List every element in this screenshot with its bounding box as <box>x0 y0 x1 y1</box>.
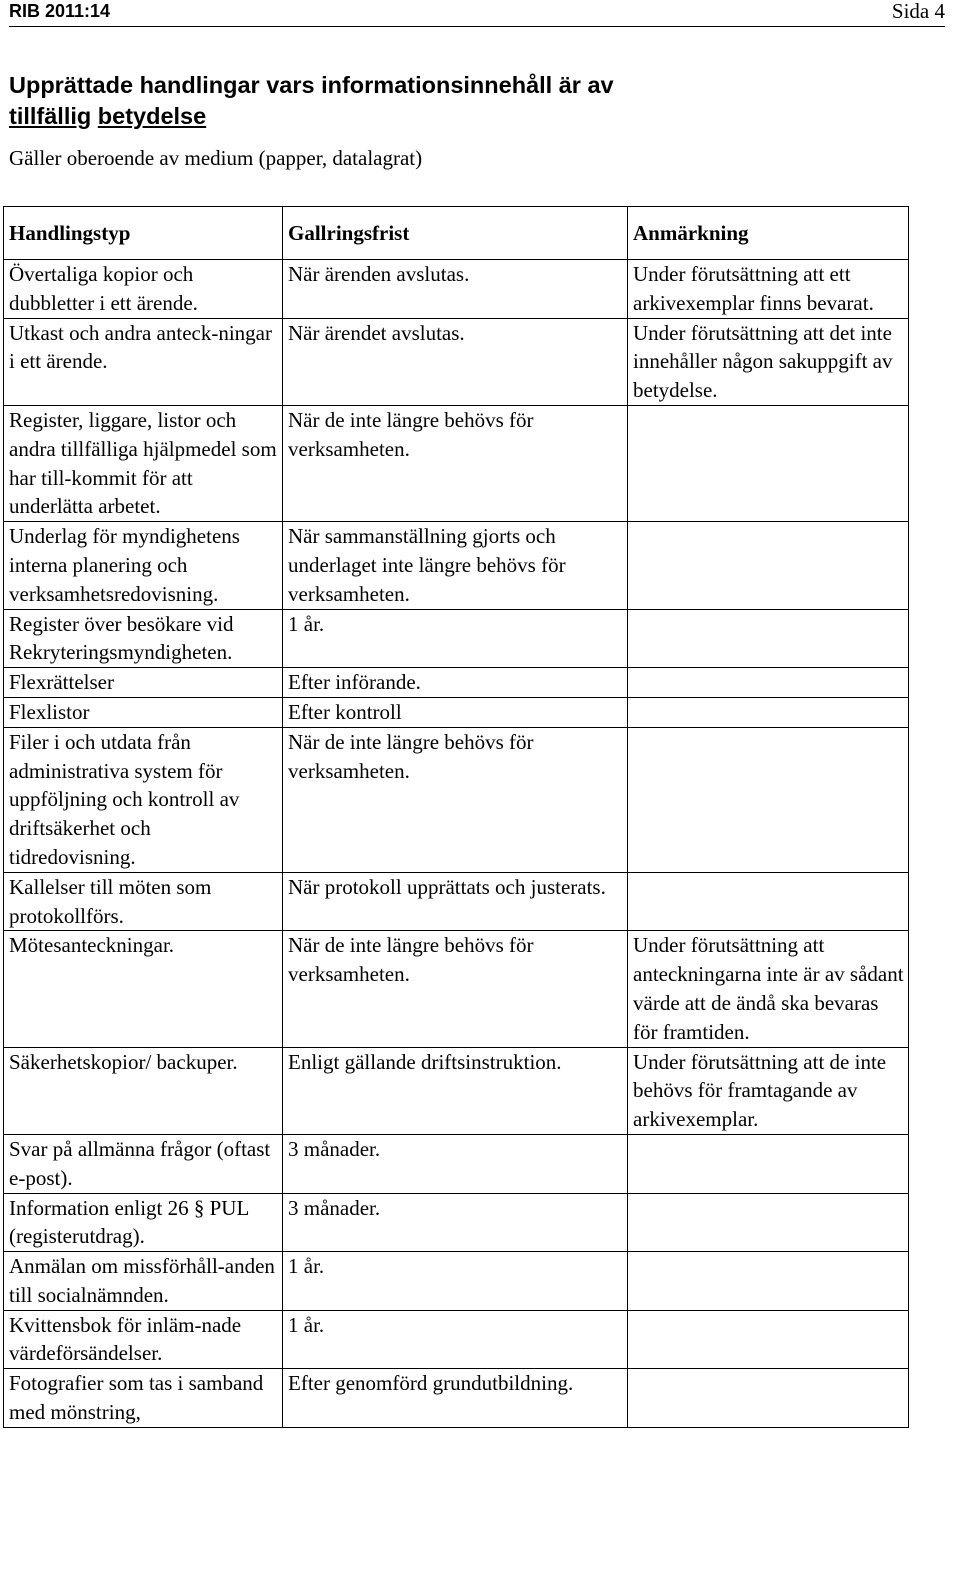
table-row <box>4 931 909 1047</box>
gallringsfrist-cell: 3 månader. <box>283 1134 628 1193</box>
anmarkning-cell: Under förutsättning att anteckningarna inte är av sådant värde att de ändå ska bevaras för framtiden. <box>628 931 909 1047</box>
handlingstyp-cell: Kallelser till möten som protokollförs. <box>4 872 283 931</box>
retention-table <box>3 206 909 1428</box>
anmarkning-cell <box>628 668 909 698</box>
anmarkning-cell <box>628 1134 909 1193</box>
gallringsfrist-cell: 1 år. <box>283 609 628 668</box>
handlingstyp-cell: Register över besökare vid Rekryteringsmyndigheten. <box>4 609 283 668</box>
handlingstyp-cell: Säkerhetskopior/ backuper. <box>4 1047 283 1134</box>
gallringsfrist-cell: Efter införande. <box>283 668 628 698</box>
table-row <box>4 872 909 931</box>
gallringsfrist-cell: 3 månader. <box>283 1193 628 1252</box>
gallringsfrist-cell: När sammanställning gjorts och underlaget inte längre behövs för verksamheten. <box>283 522 628 609</box>
anmarkning-cell <box>628 609 909 668</box>
table-row <box>4 609 909 668</box>
table-row <box>4 1193 909 1252</box>
handlingstyp-cell: Fotografier som tas i samband med mönstring, <box>4 1369 283 1428</box>
gallringsfrist-cell: När de inte längre behövs för verksamheten. <box>283 405 628 521</box>
column-header-handlingstyp: Handlingstyp <box>4 207 283 260</box>
table-header-row <box>4 207 909 260</box>
anmarkning-cell <box>628 522 909 609</box>
table-row <box>4 668 909 698</box>
gallringsfrist-cell: Efter kontroll <box>283 697 628 727</box>
table-row <box>4 1134 909 1193</box>
anmarkning-cell <box>628 1310 909 1369</box>
handlingstyp-cell: Kvittensbok för inläm-nade värdeförsändelser. <box>4 1310 283 1369</box>
anmarkning-cell <box>628 1193 909 1252</box>
handlingstyp-cell: Filer i och utdata från administrativa system för uppföljning och kontroll av driftsäkerhet och tidredovisning. <box>4 727 283 872</box>
anmarkning-cell: Under förutsättning att de inte behövs för framtagande av arkivexemplar. <box>628 1047 909 1134</box>
gallringsfrist-cell: 1 år. <box>283 1310 628 1369</box>
table-row <box>4 318 909 405</box>
document-id: RIB 2011:14 <box>9 1 111 21</box>
handlingstyp-cell: Underlag för myndighetens interna planering och verksamhetsredovisning. <box>4 522 283 609</box>
handlingstyp-cell: Utkast och andra anteck-ningar i ett ärende. <box>4 318 283 405</box>
handlingstyp-cell: Övertaliga kopior och dubbletter i ett ärende. <box>4 260 283 319</box>
table-row <box>4 1252 909 1311</box>
anmarkning-cell <box>628 1369 909 1428</box>
table-row <box>4 697 909 727</box>
column-header-anmarkning: Anmärkning <box>628 207 909 260</box>
anmarkning-cell <box>628 727 909 872</box>
table-row <box>4 727 909 872</box>
gallringsfrist-cell: När protokoll upprättats och justerats. <box>283 872 628 931</box>
column-header-gallringsfrist: Gallringsfrist <box>283 207 628 260</box>
anmarkning-cell <box>628 872 909 931</box>
gallringsfrist-cell: När ärenden avslutas. <box>283 260 628 319</box>
gallringsfrist-cell: När de inte längre behövs för verksamheten. <box>283 727 628 872</box>
section-title <box>9 70 909 132</box>
handlingstyp-cell: Register, liggare, listor och andra tillfälliga hjälpmedel som har till-kommit för att underlätta arbetet. <box>4 405 283 521</box>
handlingstyp-cell: Information enligt 26 § PUL (registerutdrag). <box>4 1193 283 1252</box>
table-row <box>4 405 909 521</box>
gallringsfrist-cell: När ärendet avslutas. <box>283 318 628 405</box>
handlingstyp-cell: Anmälan om missförhåll-anden till socialnämnden. <box>4 1252 283 1311</box>
title-word-tillfallig: tillfällig <box>9 103 92 129</box>
handlingstyp-cell: Flexrättelser <box>4 668 283 698</box>
gallringsfrist-cell: När de inte längre behövs för verksamheten. <box>283 931 628 1047</box>
anmarkning-cell: Under förutsättning att ett arkivexemplar finns bevarat. <box>628 260 909 319</box>
page-header <box>9 0 945 27</box>
table-row <box>4 1310 909 1369</box>
handlingstyp-cell: Mötesanteckningar. <box>4 931 283 1047</box>
handlingstyp-cell: Svar på allmänna frågor (oftast e-post). <box>4 1134 283 1193</box>
title-line-1: Upprättade handlingar vars informationsinnehåll är av <box>9 72 614 98</box>
gallringsfrist-cell: 1 år. <box>283 1252 628 1311</box>
handlingstyp-cell: Flexlistor <box>4 697 283 727</box>
table-body <box>4 260 909 1428</box>
table-row <box>4 522 909 609</box>
table-row <box>4 260 909 319</box>
anmarkning-cell <box>628 405 909 521</box>
anmarkning-cell <box>628 697 909 727</box>
section-subtitle: Gäller oberoende av medium (papper, datalagrat) <box>9 146 423 170</box>
anmarkning-cell <box>628 1252 909 1311</box>
table-row <box>4 1047 909 1134</box>
gallringsfrist-cell: Efter genomförd grundutbildning. <box>283 1369 628 1428</box>
title-word-betydelse: betydelse <box>97 103 207 129</box>
page-number: Sida 4 <box>891 0 945 23</box>
table-row <box>4 1369 909 1428</box>
gallringsfrist-cell: Enligt gällande driftsinstruktion. <box>283 1047 628 1134</box>
anmarkning-cell: Under förutsättning att det inte innehåller någon sakuppgift av betydelse. <box>628 318 909 405</box>
